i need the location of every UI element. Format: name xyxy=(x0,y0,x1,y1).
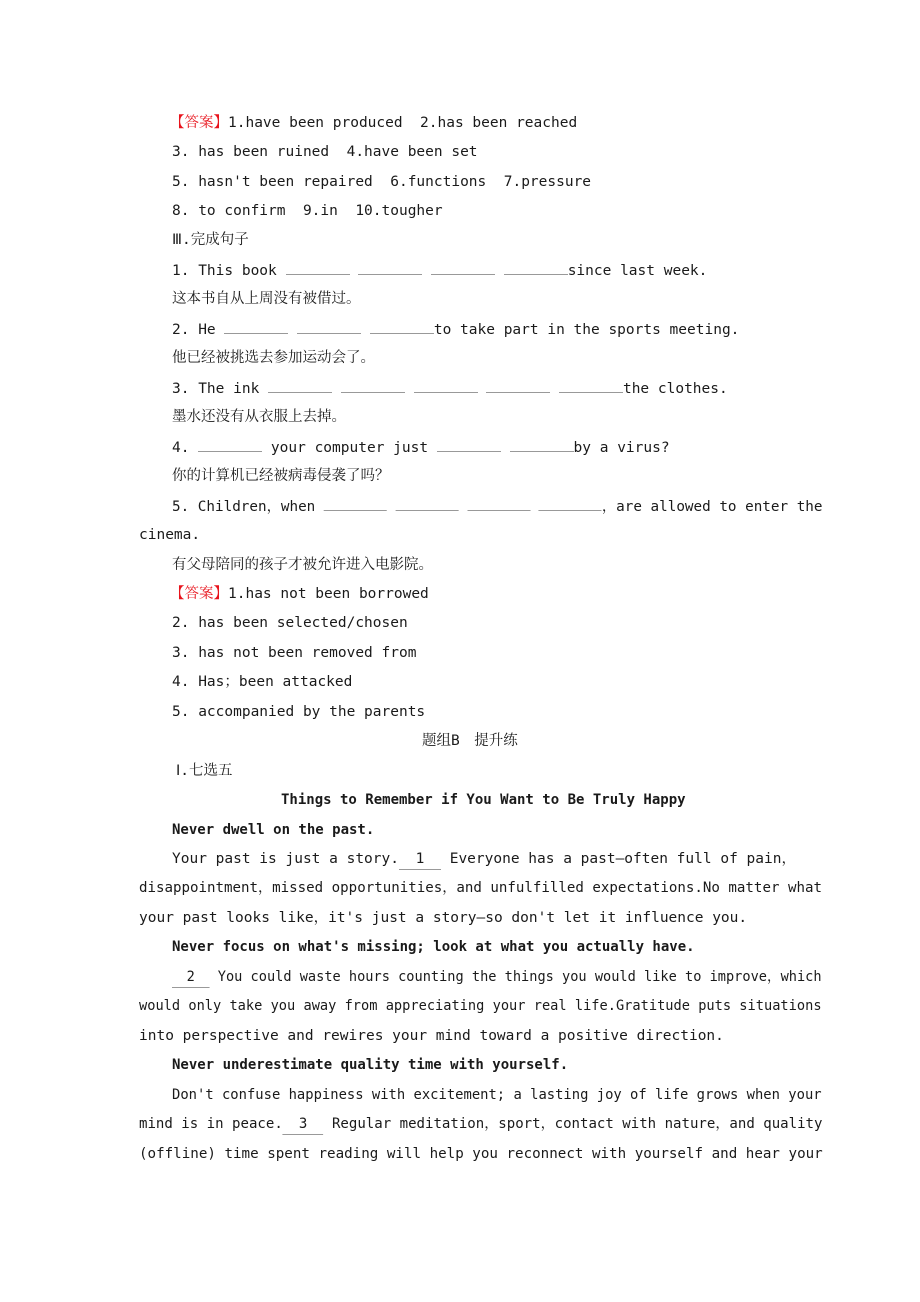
passage-line: into perspective and rewires your mind toward a positive direction. xyxy=(139,1028,724,1044)
answer-line: 3. has not been removed from xyxy=(172,645,417,661)
item-translation: 有父母陪同的孩子才被允许进入电影院。 xyxy=(172,557,433,573)
answer-line xyxy=(170,584,429,604)
item-text: 5. Children，when xyxy=(172,499,324,515)
section-heading: Ⅲ.完成句子 xyxy=(172,232,249,248)
passage-line xyxy=(172,849,796,870)
item-text: ，are allowed to enter the xyxy=(601,499,823,515)
answer-line: 2. has been selected/chosen xyxy=(172,615,408,631)
blank[interactable] xyxy=(504,260,568,275)
blank[interactable] xyxy=(324,496,387,511)
blank[interactable] xyxy=(437,437,501,452)
passage-subheading: Never focus on what's missing; look at what you actually have. xyxy=(172,939,695,955)
answer-label: 【答案】 xyxy=(170,115,228,131)
blank[interactable] xyxy=(224,319,288,334)
exercise-item xyxy=(172,260,707,281)
item-text: your computer just xyxy=(262,440,437,456)
blank[interactable] xyxy=(539,496,602,511)
passage-subheading: Never dwell on the past. xyxy=(172,822,375,838)
passage-text: Regular meditation，sport，contact with nature，and quality xyxy=(323,1116,823,1132)
item-text: by a virus? xyxy=(573,440,670,456)
passage-text: mind is in peace. xyxy=(139,1116,283,1132)
item-text: the clothes. xyxy=(622,381,728,397)
passage-text: Your past is just a story. xyxy=(172,851,399,867)
passage-line xyxy=(172,967,822,988)
passage-title: Things to Remember if You Want to Be Truly Happy xyxy=(281,792,686,808)
passage-line: Don't confuse happiness with excitement; a lasting joy of life grows when your xyxy=(172,1087,822,1103)
blank[interactable] xyxy=(467,496,530,511)
answer-blank-2[interactable]: 2 xyxy=(172,967,210,988)
passage-text: You could waste hours counting the things you would like to improve，which xyxy=(209,969,822,985)
passage-subheading: Never underestimate quality time with yourself. xyxy=(172,1057,569,1073)
exercise-item xyxy=(172,378,728,399)
blank[interactable] xyxy=(486,378,550,393)
item-text: since last week. xyxy=(567,263,708,279)
item-translation: 墨水还没有从衣服上去掉。 xyxy=(172,409,346,425)
item-translation: 你的计算机已经被病毒侵袭了吗？ xyxy=(172,468,390,484)
answer-line: 8. to confirm 9.in 10.tougher xyxy=(172,203,443,219)
blank[interactable] xyxy=(297,319,361,334)
answer-blank-3[interactable]: 3 xyxy=(283,1114,324,1135)
passage-text: Everyone has a past—often full of pain， xyxy=(440,851,796,867)
passage-line xyxy=(139,1114,822,1135)
blank[interactable] xyxy=(341,378,405,393)
passage-line: your past looks like，it's just a story—so don't let it influence you. xyxy=(139,910,748,926)
answer-blank-1[interactable]: 1 xyxy=(399,849,441,870)
item-text: 3. The ink xyxy=(172,381,269,397)
item-translation: 这本书自从上周没有被借过。 xyxy=(172,291,361,307)
answer-text: 1.has not been borrowed xyxy=(228,586,429,602)
group-title: 题组B 提升练 xyxy=(422,733,518,749)
answer-line: 4. Has；been attacked xyxy=(172,674,353,690)
answer-line: 5. accompanied by the parents xyxy=(172,704,426,720)
answer-line: 5. hasn't been repaired 6.functions 7.pressure xyxy=(172,174,592,190)
blank[interactable] xyxy=(198,437,262,452)
blank[interactable] xyxy=(559,378,623,393)
passage-line: would only take you away from appreciating your real life.Gratitude puts situations xyxy=(139,998,822,1014)
blank[interactable] xyxy=(358,260,422,275)
item-text: 2. He xyxy=(172,322,225,338)
answer-line xyxy=(170,113,577,133)
blank[interactable] xyxy=(286,260,350,275)
blank[interactable] xyxy=(510,437,574,452)
exercise-item xyxy=(172,496,823,517)
passage-line: (offline) time spent reading will help you reconnect with yourself and hear your xyxy=(139,1146,823,1162)
exercise-item xyxy=(172,319,739,340)
item-text: cinema. xyxy=(139,527,201,543)
answer-line: 3. has been ruined 4.have been set xyxy=(172,144,478,160)
passage-line: disappointment，missed opportunities，and unfulfilled expectations.No matter what xyxy=(139,880,822,896)
blank[interactable] xyxy=(414,378,478,393)
exercise-item xyxy=(172,437,670,458)
item-text: 4. xyxy=(172,440,199,456)
blank[interactable] xyxy=(370,319,434,334)
blank[interactable] xyxy=(268,378,332,393)
answer-text: 1.have been produced 2.has been reached xyxy=(228,115,578,131)
answer-label: 【答案】 xyxy=(170,586,228,602)
item-translation: 他已经被挑选去参加运动会了。 xyxy=(172,350,375,366)
blank[interactable] xyxy=(396,496,459,511)
item-text: 1. This book xyxy=(172,263,286,279)
item-text: to take part in the sports meeting. xyxy=(433,322,740,338)
blank[interactable] xyxy=(431,260,495,275)
part-heading: Ⅰ.七选五 xyxy=(176,763,233,779)
